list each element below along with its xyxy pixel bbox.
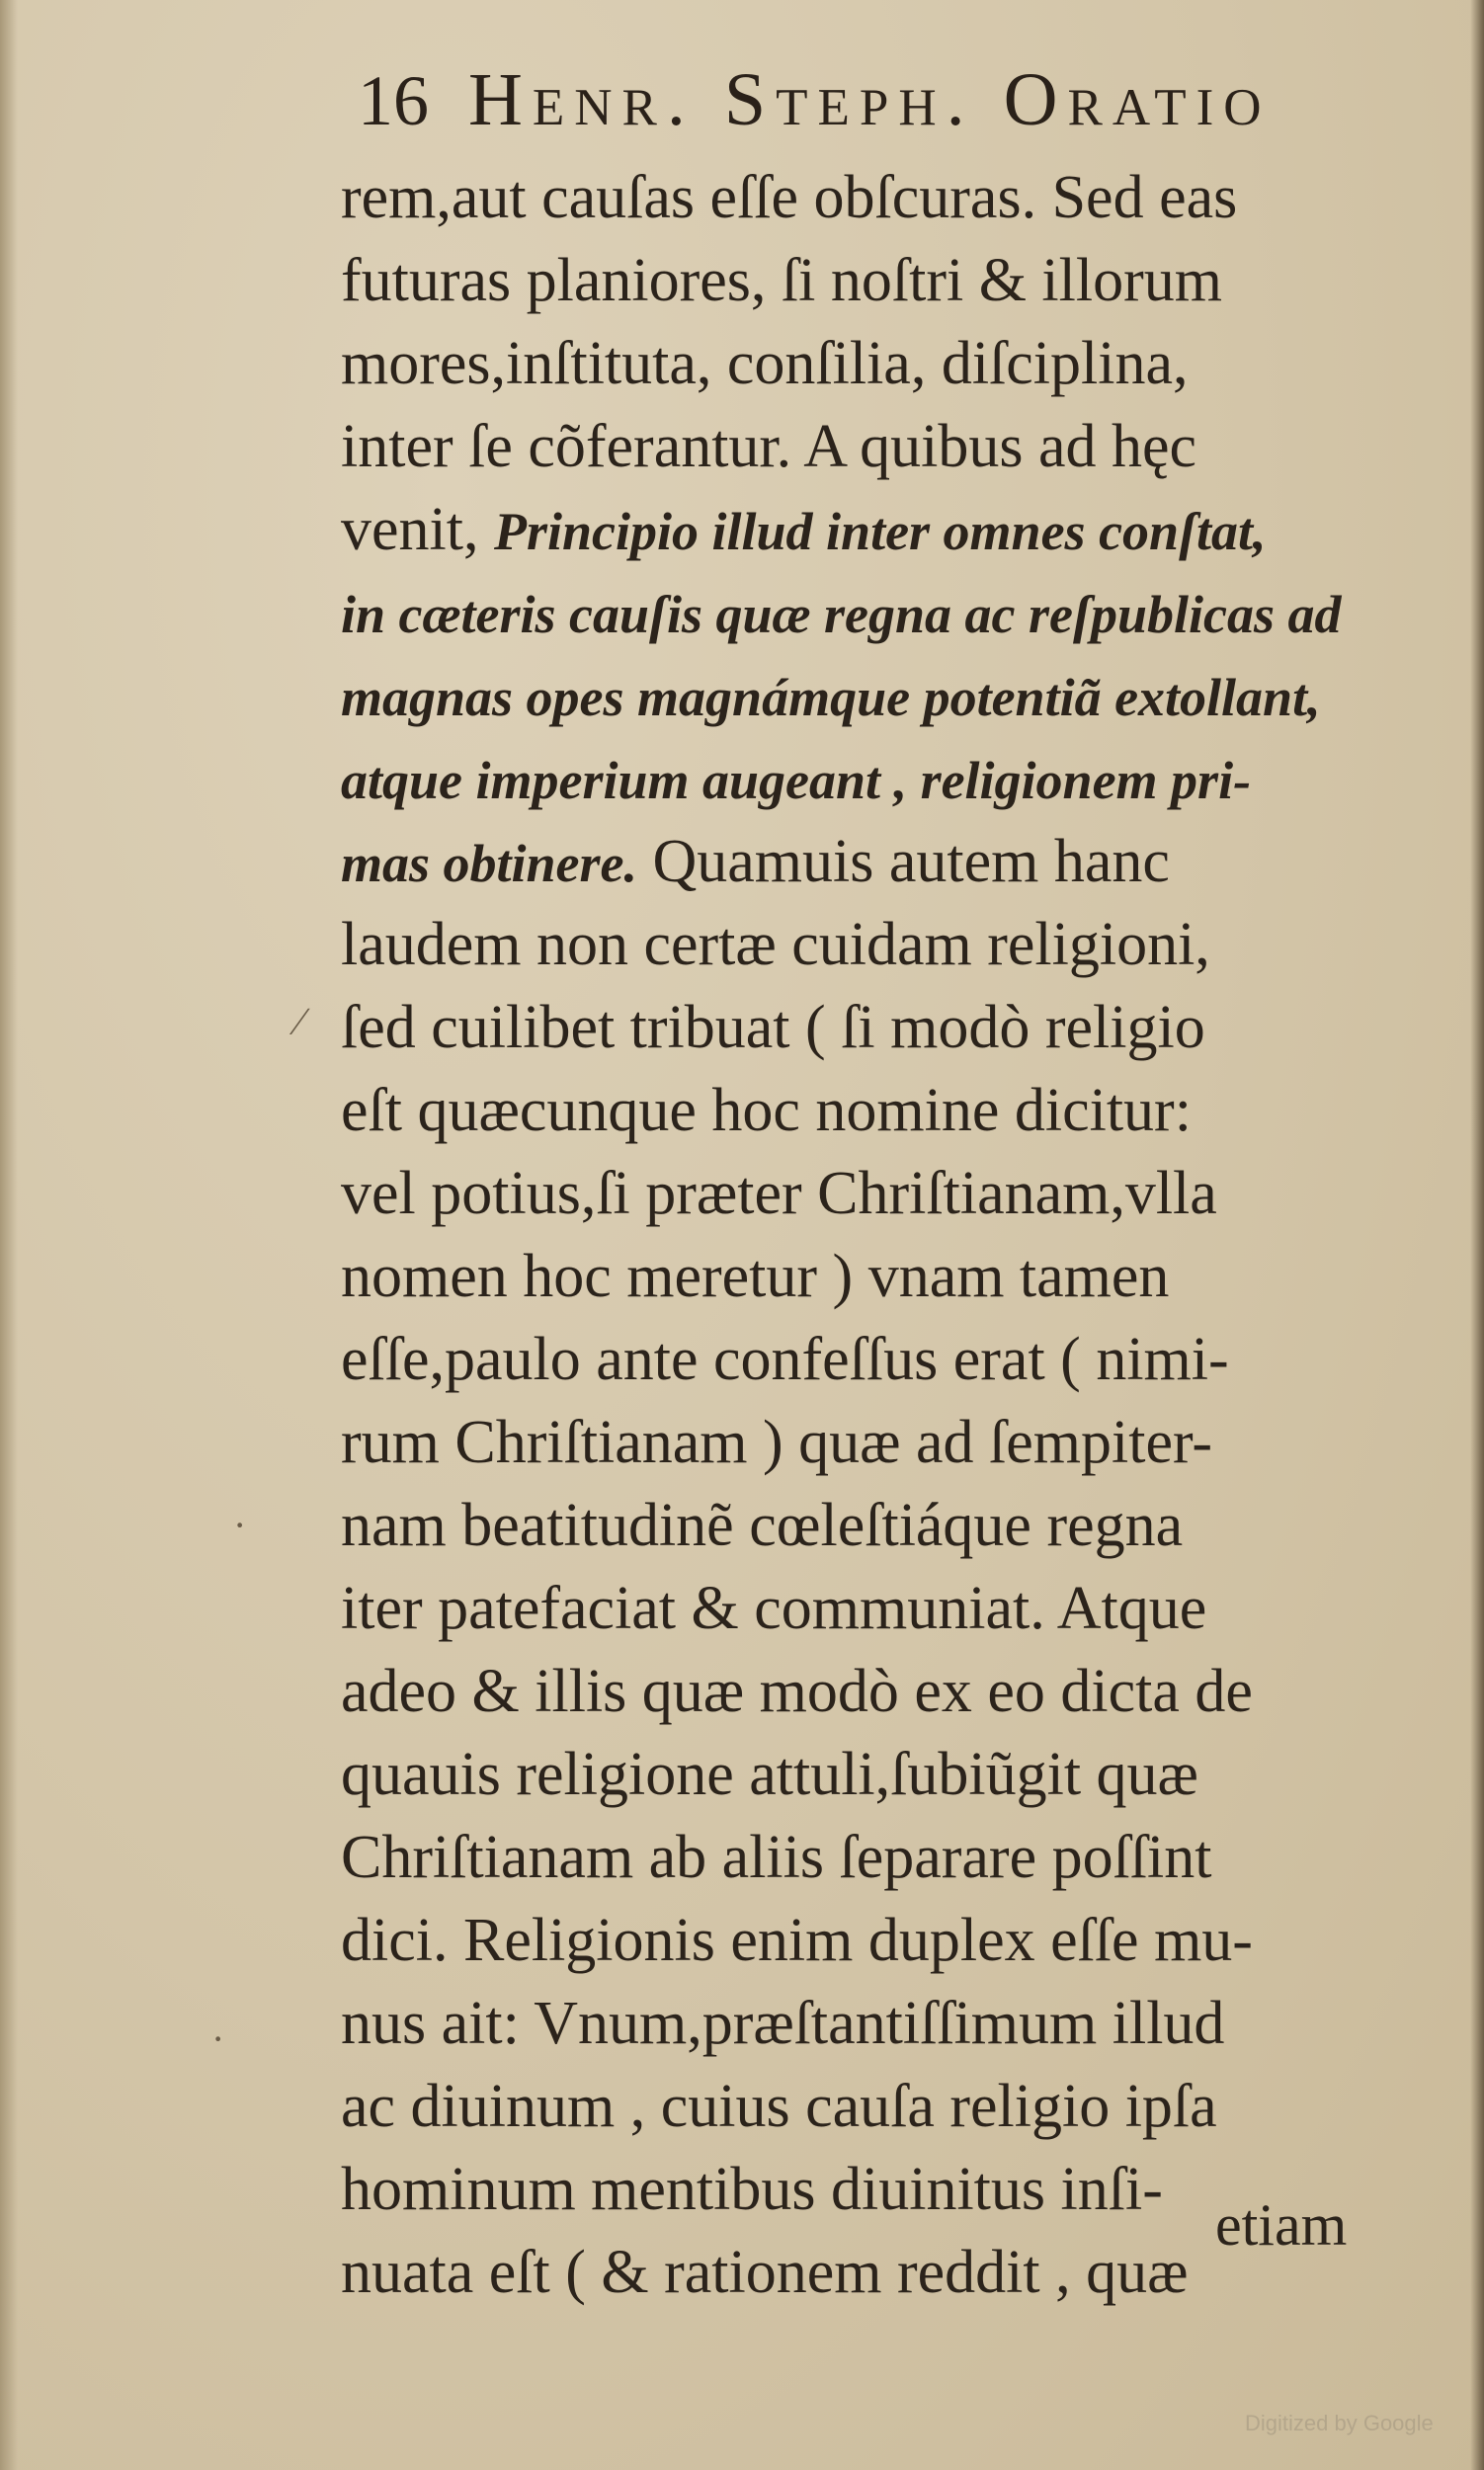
text-line: nomen hoc meretur ) vnam tamen: [341, 1243, 1170, 1310]
text-line: dici. Religionis enim duplex eſſe mu-: [341, 1907, 1253, 1974]
italic-quote: Principio illud inter omnes conſtat,: [493, 502, 1267, 561]
italic-quote: mas obtinere.: [341, 834, 638, 893]
text-line: atque imperium augeant , religionem pri-: [341, 751, 1252, 810]
text-line: nus ait: Vnum,præſtantiſſimum illud: [341, 1990, 1225, 2057]
text-line: Chriſtianam ab aliis ſeparare poſſint: [341, 1824, 1212, 1891]
watermark: Digitized by Google: [1245, 2411, 1434, 2435]
catchword: etiam: [1215, 2192, 1348, 2258]
page-edge-left: [0, 0, 18, 2470]
text-line: vel potius,ſi præter Chriſtianam,vlla: [341, 1160, 1217, 1227]
page-number: 16: [358, 61, 429, 140]
margin-mark-icon: ∕: [296, 999, 303, 1043]
text-line: eſſe,paulo ante confeſſus erat ( nimi-: [341, 1326, 1229, 1393]
text-line: mores,inſtituta, conſilia, diſciplina,: [341, 330, 1189, 397]
text-line: inter ſe cõferantur. A quibus ad hęc: [341, 413, 1197, 480]
page-header: [358, 57, 1385, 166]
text-line: ſed cuilibet tribuat ( ſi modò religio: [341, 994, 1205, 1061]
margin-mark-icon: ·: [233, 1503, 247, 1547]
running-head: Henr. Steph. Oratio: [468, 58, 1272, 141]
text-line: laudem non certæ cuidam religioni,: [341, 911, 1210, 978]
text-line: hominum mentibus diuinitus inſi-: [341, 2156, 1163, 2223]
text-line: nuata eſt ( & rationem reddit , quæ: [341, 2239, 1189, 2306]
text-line: quauis religione attuli,ſubiũgit quæ: [341, 1741, 1198, 1808]
text-line: mas obtinere. Quamuis autem hanc: [341, 828, 1170, 895]
text-line: iter patefaciat & communiat. Atque: [341, 1575, 1207, 1642]
text-line: adeo & illis quæ modò ex eo dicta de: [341, 1658, 1253, 1725]
text-line: magnas opes magnámque potentiã extollant,: [341, 668, 1321, 727]
text-line: in cæteris cauſis quæ regna ac reſpublicas ad: [341, 585, 1342, 644]
text-line: eſt quæcunque hoc nomine dicitur:: [341, 1077, 1192, 1144]
page-edge-right: [1470, 0, 1484, 2470]
margin-mark-icon: ·: [211, 2017, 225, 2061]
text-line: rem,aut cauſas eſſe obſcuras. Sed eas: [341, 164, 1238, 231]
text-line: venit, Principio illud inter omnes conſtat,: [341, 496, 1267, 563]
text-line: futuras planiores, ſi noſtri & illorum: [341, 247, 1222, 314]
text-line: ac diuinum , cuius cauſa religio ipſa: [341, 2073, 1217, 2140]
text-line: rum Chriſtianam ) quæ ad ſempiter-: [341, 1409, 1213, 1476]
text-line: nam beatitudinẽ cœleſtiáque regna: [341, 1492, 1184, 1559]
